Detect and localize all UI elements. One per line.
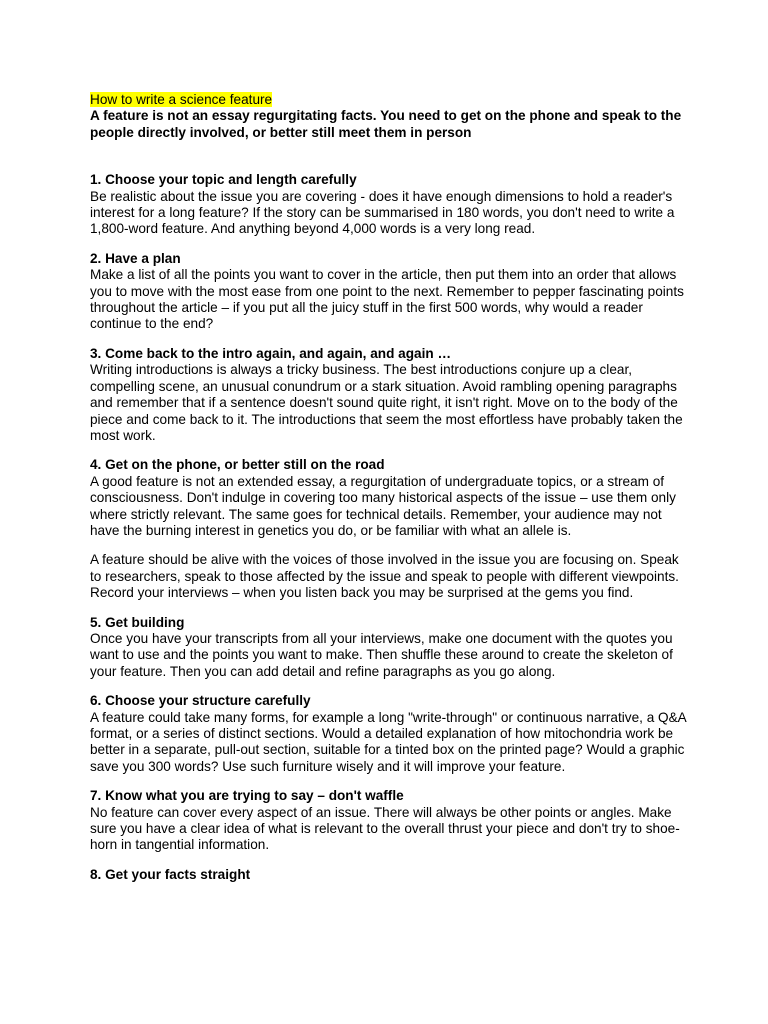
section-3: [90, 346, 690, 444]
section-paragraph: Be realistic about the issue you are covering - does it have enough dimensions to hold a reader's interest for a long feature? If the story can be summarised in 180 words, you don't need to write a 1,800-word feature. And anything beyond 4,000 words is a very long read.: [90, 188, 675, 237]
document-page: [90, 92, 690, 896]
document-title: How to write a science feature: [90, 92, 273, 107]
section-paragraph: A good feature is not an extended essay, a regurgitation of undergraduate topics, or a stream of consciousness. Don't indulge in covering too many historical aspects of the issue – use them only where strictly relevant. The same goes for technical details. Remember, your audience may not have the burning interest in genetics you do, or be familiar with what an allele is.: [90, 473, 676, 538]
section-heading: 3. Come back to the intro again, and again, and again …: [90, 345, 452, 361]
section-paragraph: A feature should be alive with the voices of those involved in the issue you are focusing on. Speak to researchers, speak to those affected by the issue and speak to people with different viewpoints. Record your interviews – when you listen back you may be surprised at the gems you find.: [90, 552, 679, 601]
section-6: [90, 693, 690, 775]
title-line: [90, 92, 690, 108]
section-heading: 4. Get on the phone, or better still on the road: [90, 457, 385, 473]
section-5: [90, 615, 690, 681]
section-1: [90, 172, 690, 238]
section-paragraph: Make a list of all the points you want to cover in the article, then put them into an order that allows you to move with the most ease from one point to the next. Remember to pepper fascinating points throughout the article – if you put all the juicy stuff in the first 500 words, why would a reader continue to the end?: [90, 267, 684, 332]
section-heading: 6. Choose your structure carefully: [90, 693, 311, 709]
section-paragraph: Writing introductions is always a tricky business. The best introductions conjure up a clear, compelling scene, an unusual conundrum or a stark situation. Avoid rambling opening paragraphs and remember that if a sentence doesn't sound quite right, it isn't right. Move on to the body of the piece and come back to it. The introductions that seem the most effortless have probably taken the most work.: [90, 362, 683, 443]
section-heading: 5. Get building: [90, 614, 185, 630]
section-heading: 7. Know what you are trying to say – don't waffle: [90, 788, 404, 804]
lead-paragraph: A feature is not an essay regurgitating facts. You need to get on the phone and speak to the people directly involved, or better still meet them in person: [90, 108, 682, 140]
section-paragraph: A feature could take many forms, for example a long "write-through" or continuous narrative, a Q&A format, or a series of distinct sections. Would a detailed explanation of how mitochondria work be better in a separate, pull-out section, suitable for a tinted box on the printed page? Would a graphic save you 300 words? Use such furniture wisely and it will improve your feature.: [90, 709, 686, 774]
section-paragraph: Once you have your transcripts from all your interviews, make one document with the quotes you want to use and the points you want to make. Then shuffle these around to create the skeleton of your feature. Then you can add detail and refine paragraphs as you go along.: [90, 630, 673, 679]
section-2: [90, 251, 690, 333]
section-paragraph: No feature can cover every aspect of an issue. There will always be other points or angles. Make sure you have a clear idea of what is relevant to the overall thrust your piece and don't try to shoe-horn in tangential information.: [90, 804, 680, 853]
section-heading: 1. Choose your topic and length carefully: [90, 172, 357, 188]
section-8: [90, 867, 690, 883]
section-7: [90, 788, 690, 854]
spacer: [90, 141, 690, 172]
section-heading: 2. Have a plan: [90, 250, 181, 266]
section-4: [90, 457, 690, 601]
section-heading: 8. Get your facts straight: [90, 866, 251, 882]
